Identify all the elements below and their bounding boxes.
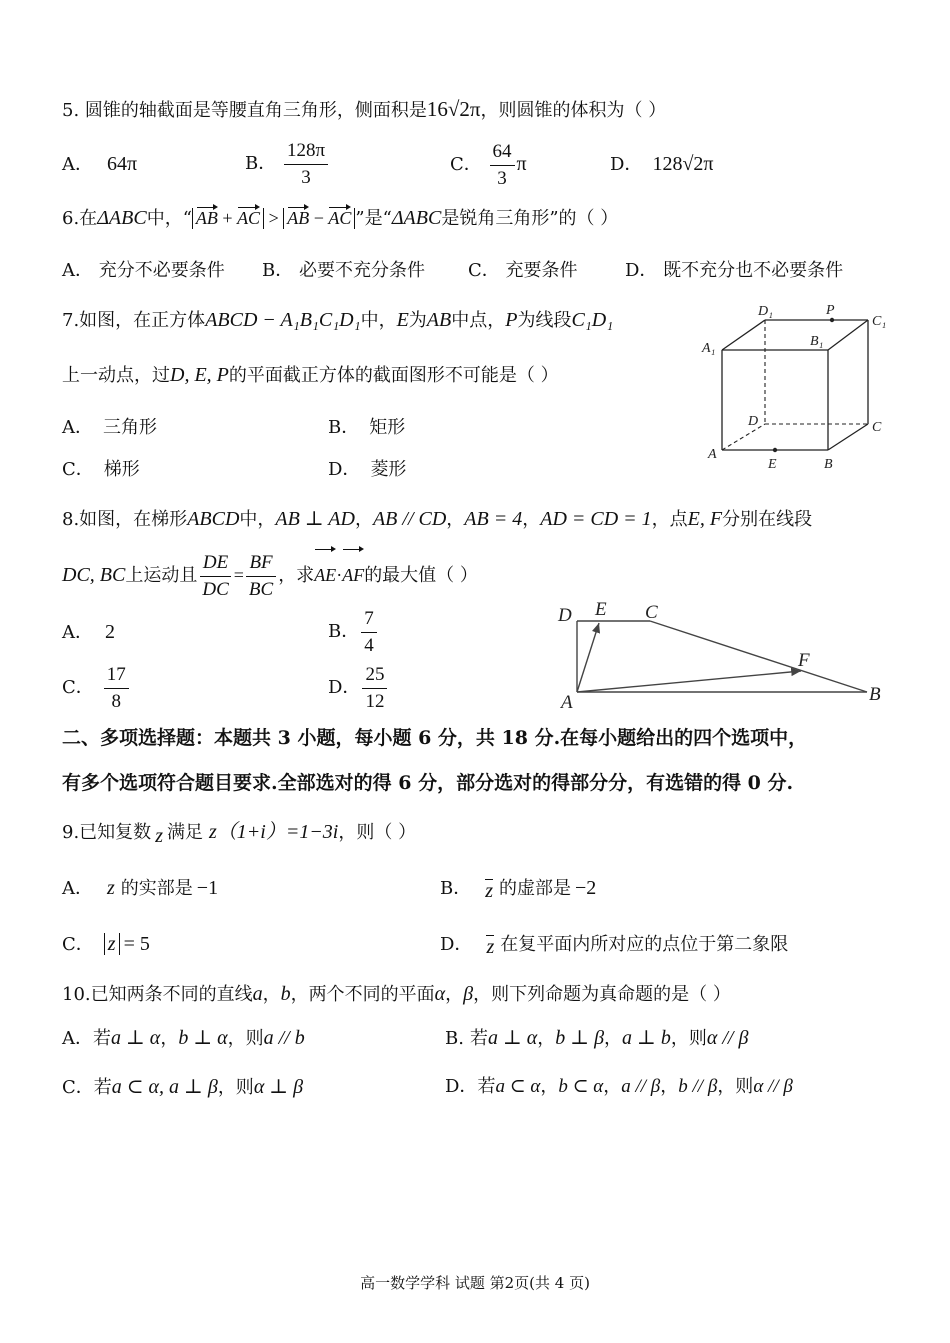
q9-option-c [62, 932, 150, 957]
q9-option-c-value: = 5 [123, 933, 150, 955]
q7-segment-ab: AB [426, 309, 452, 331]
q5-option-c-label: C． [450, 154, 482, 175]
q10-option-d-if: 若 [477, 1076, 496, 1097]
q6-stem-mid: 中，“ [146, 208, 192, 229]
q8-option-d-label: D． [328, 677, 361, 698]
q9-option-b-zbar: z [485, 880, 494, 902]
q8-line1-c: 中， [239, 509, 276, 530]
q7-option-d-label: D． [328, 459, 361, 480]
page-footer: 高一数学学科 试题 第2页(共 4 页) [360, 1274, 590, 1292]
q10-stem-c: ，两个不同的平面 [290, 984, 435, 1005]
q7-line1-a: 7.如图，在正方体 [62, 310, 206, 331]
point-p-dot [830, 318, 834, 322]
q9-stem-a: 9.已知复数 [62, 822, 152, 843]
q9-option-b-label: B． [440, 878, 472, 899]
q5-option-d-label: D． [610, 154, 643, 175]
q8-option-d-num: 25 [362, 664, 387, 689]
q9-stem-b: 满足 [166, 822, 203, 843]
q8-line2-b: 上运动且 [125, 565, 198, 586]
edge-b1c1 [828, 320, 868, 350]
q5-option-c-tail: π [516, 153, 527, 175]
q5-option-a-text: 64π [107, 153, 138, 175]
q6-triangle: ΔABC [97, 207, 147, 229]
q8-option-a [62, 620, 115, 645]
segment-cb [650, 621, 867, 692]
q6-vec-ac: AC [237, 208, 261, 228]
q8-stem-line1 [62, 507, 812, 532]
q10-option-c-label: C． [62, 1077, 94, 1098]
q8-vec-af: AF [342, 548, 364, 602]
trap-label-c: C [645, 602, 658, 623]
q7-option-b-label: B． [328, 417, 360, 438]
q10-option-d-m3: a // β [621, 1076, 661, 1097]
q7-option-c [62, 458, 140, 482]
q10-stem [62, 982, 731, 1007]
q7-cube-name: ABCD − A₁B₁C₁D₁ [205, 309, 361, 331]
q10-option-b-if: 若 [469, 1028, 488, 1049]
q10-option-b-m3: a ⊥ b [622, 1027, 671, 1049]
q6-stem: 6.在ΔABC中，“ AB + AC > AB − AC ”是“ΔABC是锐角三角形”的（ ） [62, 207, 619, 229]
q5-option-d [610, 152, 714, 177]
q7-line2-a: 上一动点，过 [62, 365, 170, 386]
q8-ratio-2-den: BC [248, 578, 274, 600]
label-c: C [872, 420, 882, 435]
edge-ad [722, 424, 765, 450]
vector-af [577, 671, 801, 692]
q5-option-b [245, 138, 330, 190]
q7-segment-c1d1: C₁D₁ [571, 309, 614, 331]
q5-option-d-text: 128√2π [652, 153, 714, 175]
label-d1: D₁ [758, 304, 773, 319]
q8-option-c-fraction [104, 664, 129, 713]
q10-option-a-m1: a ⊥ α [111, 1027, 161, 1049]
q10-option-b-sep1: ， [537, 1028, 556, 1049]
q10-option-a-m2: b ⊥ α [178, 1027, 228, 1049]
q9-equation: z（1+i）=1−3i [208, 821, 339, 843]
q6-abs-right: AB − AC [283, 208, 355, 229]
q8-option-c-den: 8 [111, 690, 122, 712]
q9-option-a-text: 的实部是 [120, 878, 193, 899]
q7-point-p: P [505, 309, 518, 331]
q6-option-a: A． 充分不必要条件 [62, 260, 225, 281]
q8-line1-k: ，点 [651, 509, 688, 530]
q10-option-d-sep2: ， [603, 1076, 622, 1097]
q9-option-a-value: −1 [196, 877, 219, 899]
q5-option-c-fraction [490, 141, 515, 190]
q10-option-d-then: ，则 [717, 1076, 754, 1097]
q7-option-c-text: 梯形 [103, 459, 140, 480]
q7-line2-b: 的平面截正方体的截面图形不可能是（ ） [228, 365, 559, 386]
q8-option-d [328, 662, 389, 714]
section2-heading-line2: 有多个选项符合题目要求.全部选对的得 6 分，部分选对的得部分分，有选错的得 0 分. [62, 772, 794, 794]
q10-plane-beta: β [463, 983, 474, 1005]
q9-option-c-absz: z [104, 933, 120, 955]
q7-option-a-label: A． [62, 417, 93, 438]
q5-option-b-num: 128π [284, 140, 328, 165]
q5-option-b-den: 3 [301, 166, 311, 188]
q7-line1-d: 为 [408, 310, 427, 331]
point-e-dot [773, 448, 777, 452]
q8-ratio-2-num: BF [246, 552, 275, 577]
q8-option-c [62, 662, 131, 714]
q7-line1-f: 中点， [451, 310, 506, 331]
q8-option-b-label: B． [328, 621, 360, 642]
q10-option-b-m4: α // β [706, 1027, 749, 1049]
q5-stem-tail: ，则圆锥的体积为（ ） [480, 100, 667, 121]
q5-option-b-fraction [284, 140, 328, 189]
q10-option-c-then: ，则 [217, 1077, 254, 1098]
q9-option-d-text: 在复平面内所对应的点位于第二象限 [500, 934, 789, 955]
trap-label-d: D [558, 605, 572, 626]
q8-cond2: AB // CD [372, 508, 447, 530]
q9-option-b-text: 的虚部是 [499, 878, 572, 899]
q7-point-e: E [396, 309, 409, 331]
q10-option-d-sep3: ， [660, 1076, 679, 1097]
q9-option-a [62, 876, 218, 901]
q10-option-a-then: ，则 [227, 1028, 264, 1049]
q5-stem [62, 97, 666, 123]
q5-option-a-label: A． [62, 154, 93, 175]
q10-option-d-label: D． [445, 1076, 478, 1097]
q8-option-b-num: 7 [361, 608, 377, 633]
q8-option-b-fraction [361, 608, 377, 657]
q8-ratio-1 [199, 552, 231, 601]
q6-stem-mid3: ”是“ [355, 208, 392, 229]
q8-ratio-1-num: DE [200, 552, 231, 577]
q10-stem-a: 10.已知两条不同的直线 [62, 984, 253, 1005]
q8-ratio-1-den: DC [202, 578, 229, 600]
label-b1: B₁ [810, 334, 824, 349]
q8-option-b [328, 606, 379, 658]
q7-option-d [328, 458, 406, 482]
q9-option-c-label: C． [62, 934, 94, 955]
cube-figure [700, 298, 900, 476]
edge-bc [828, 424, 868, 450]
q9-stem [62, 820, 416, 845]
q8-line2-c: ，求 [278, 565, 315, 586]
q5-option-c [450, 138, 527, 191]
q9-z: z [155, 825, 163, 847]
q7-option-a-text: 三角形 [103, 417, 157, 438]
q8-option-c-label: C． [62, 677, 94, 698]
q8-line1-a: 8.如图，在梯形 [62, 509, 188, 530]
q7-points-dep: D, E, P [170, 364, 229, 386]
q8-cond4: AD = CD = 1 [540, 508, 652, 530]
trapezoid-figure [555, 596, 895, 716]
label-a: A [708, 447, 717, 462]
trap-label-e: E [595, 599, 607, 620]
q8-sep1: ， [354, 509, 373, 530]
trap-label-f: F [798, 650, 810, 671]
q5-option-b-label: B． [245, 153, 277, 174]
q7-line1-h: 为线段 [517, 310, 572, 331]
q10-option-b-m1: a ⊥ α [487, 1027, 538, 1049]
label-e: E [768, 457, 777, 472]
q8-option-d-fraction [362, 664, 387, 713]
q7-stem-line2 [62, 363, 559, 388]
q5-option-c-den: 3 [497, 167, 507, 189]
q6-option-c: C． 充要条件 [468, 260, 578, 281]
q10-option-b-then: ，则 [670, 1028, 707, 1049]
q10-option-c-m1: a ⊂ α, a ⊥ β [111, 1076, 218, 1098]
q10-option-d-m5: α // β [753, 1076, 793, 1097]
label-p: P [826, 303, 835, 318]
q8-points-ef: E, F [687, 508, 723, 530]
q8-trapezoid: ABCD [187, 508, 240, 530]
q9-stem-c: ，则（ ） [338, 822, 417, 843]
q10-option-d [445, 1075, 793, 1099]
q10-option-d-m4: b // β [678, 1076, 718, 1097]
q6-stem-tail: 是锐角三角形”的（ ） [441, 208, 619, 229]
q10-option-b-m2: b ⊥ β [555, 1027, 605, 1049]
q9-option-a-label: A． [62, 878, 93, 899]
q7-option-c-label: C． [62, 459, 94, 480]
q10-option-b [445, 1026, 748, 1051]
q10-option-d-sep1: ， [540, 1076, 559, 1097]
q6-vec-ab: AB [195, 208, 218, 228]
label-a1: A₁ [702, 341, 716, 356]
q5-option-a [62, 152, 137, 177]
q10-option-b-sep2: ， [604, 1028, 623, 1049]
q8-cond1: AB ⊥ AD [275, 508, 355, 530]
q9-option-d [440, 932, 788, 957]
q7-option-d-text: 菱形 [370, 459, 407, 480]
q10-option-a [62, 1026, 305, 1051]
q10-sep2: ， [445, 984, 464, 1005]
q7-line1-b: 中， [360, 310, 397, 331]
q8-ratio-2 [246, 552, 276, 601]
q7-option-b-text: 矩形 [369, 417, 406, 438]
q8-sep2: ， [446, 509, 465, 530]
q9-option-d-label: D． [440, 934, 473, 955]
q5-stem-math: 16√2π [426, 97, 481, 121]
q9-option-b [440, 876, 596, 901]
q10-option-b-label: B. [445, 1028, 464, 1049]
q5-option-c-num: 64 [490, 141, 515, 166]
q8-option-d-den: 12 [365, 690, 385, 712]
trap-label-a: A [561, 692, 573, 713]
trap-label-b: B [869, 684, 881, 705]
edge-a1d1 [722, 320, 765, 350]
q7-option-b [328, 416, 405, 440]
label-b: B [824, 457, 833, 472]
q10-option-a-label: A． [62, 1028, 93, 1049]
q8-cond3: AB = 4 [464, 508, 523, 530]
q10-option-c-m2: α ⊥ β [253, 1076, 304, 1098]
q8-option-a-label: A． [62, 622, 93, 643]
q10-option-a-sep: ， [160, 1028, 179, 1049]
q8-dot: · [336, 565, 343, 585]
q10-option-a-m3: a // b [263, 1027, 305, 1049]
vector-ae [577, 623, 599, 692]
q10-line-b: b [280, 983, 291, 1005]
q10-option-c-if: 若 [93, 1077, 112, 1098]
q10-sep1: ， [262, 984, 281, 1005]
q6-option-d: D． 既不充分也不必要条件 [625, 260, 844, 281]
q8-stem-line2 [62, 548, 478, 603]
q10-option-a-if: 若 [93, 1028, 111, 1049]
q6-vec-ab-2: AB [287, 208, 310, 228]
section2-heading-line1: 二、多项选择题：本题共 3 小题，每小题 6 分，共 18 分.在每小题给出的四个选项中， [62, 727, 808, 749]
q8-option-a-text: 2 [105, 621, 115, 643]
q10-option-c [62, 1075, 303, 1100]
q8-segments: DC, BC [62, 564, 126, 586]
q5-stem-text: 5. 圆锥的轴截面是等腰直角三角形，侧面积是 [62, 100, 427, 121]
q6-abs-left: AB + AC [192, 208, 264, 229]
q6-option-b: B． 必要不充分条件 [262, 260, 425, 281]
q10-plane-alpha: α [434, 983, 446, 1005]
q8-sep3: ， [522, 509, 541, 530]
label-c1: C₁ [872, 314, 887, 329]
q7-stem-line1 [62, 308, 613, 333]
q8-option-c-num: 17 [104, 664, 129, 689]
q10-stem-e: ，则下列命题为真命题的是（ ） [473, 984, 731, 1005]
q10-option-d-m2: b ⊂ α [558, 1076, 604, 1097]
q8-equals: = [233, 565, 244, 585]
q9-option-a-z: z [107, 877, 115, 899]
q6-vec-ac-2: AC [328, 208, 352, 228]
q6-triangle-2: ΔABC [391, 207, 442, 229]
q6-stem-prefix: 6.在 [62, 208, 98, 229]
q10-line-a: a [252, 983, 263, 1005]
q10-option-d-m1: a ⊂ α [495, 1076, 541, 1097]
label-d: D [748, 414, 759, 429]
q8-line1-m: 分别在线段 [722, 509, 813, 530]
q9-option-b-value: −2 [575, 877, 597, 899]
q7-option-a [62, 416, 157, 440]
q8-vec-ae: AE [314, 548, 336, 602]
q9-option-d-zbar: z [486, 936, 495, 958]
q8-line2-d: 的最大值（ ） [364, 565, 478, 586]
q8-option-b-den: 4 [364, 634, 374, 656]
